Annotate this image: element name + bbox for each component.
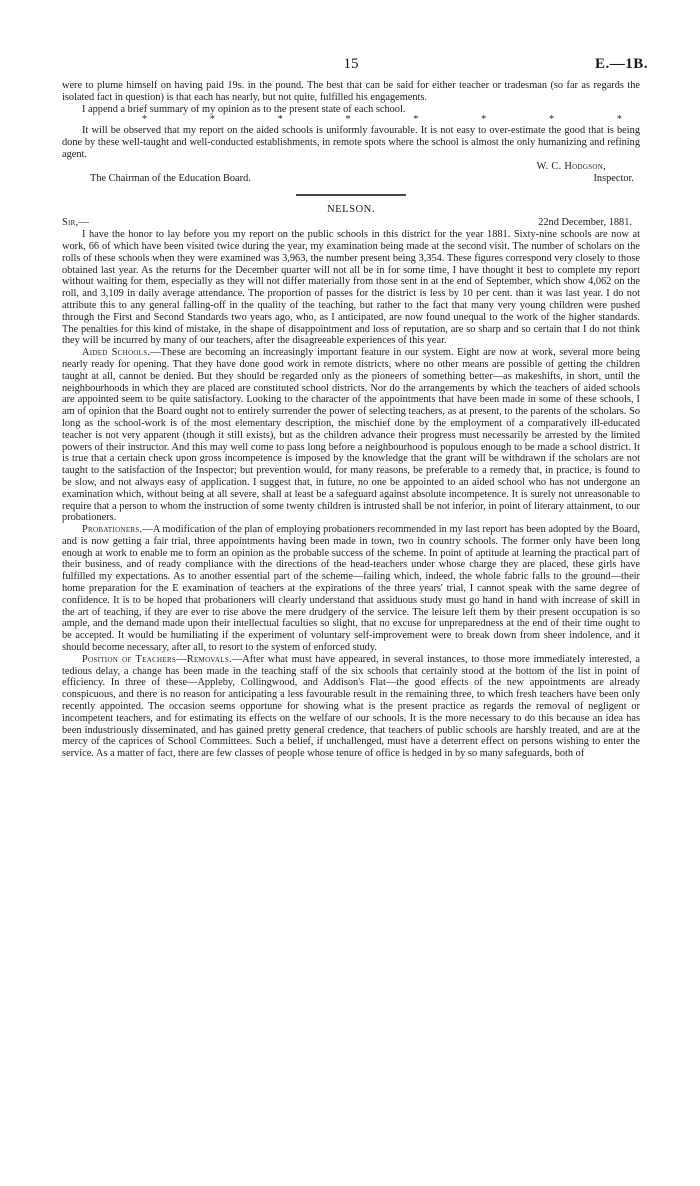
nelson-intro-paragraph: I have the honor to lay before you my report on the public schools in this district for the year 1881. Sixty-nine schools are now at work, 66 of which have been visited twice during the year, my examination being made at the second visit. The number of scholars on the rolls of these schools when they were examined was 3,963, the number present being 3,354. These figures correspond very closely to those obtained last year. As the returns for the December quarter will not all be in for some time, I have thought it best to complete my report without waiting for them, especially as they will not differ materially from those sent in at the end of September, which show 4,062 on the roll, and 3,109 in daily average attendance. The proportion of passes for the district is less by 10 per cent. than it was last year. I do not attribute this to any general falling-off in the quality of the teaching, but rather to the fact that many very young children were pushed through the First and Second Standards two years ago, who, as I anticipated, are now found unequal to the work of the higher standards. The penalties for this kind of mistake, in the shape of disappointment and loss of reputation, are so sharp and so certain that I do not think they will be incurred by many of our teachers, after the disagreeable experiences of this year. — [62, 229, 640, 347]
signatory-title: Inspector. — [593, 172, 634, 184]
section-divider — [296, 194, 406, 196]
probationers-paragraph — [62, 524, 640, 654]
asterisk: * — [481, 114, 487, 126]
paragraph-text: —After what must have appeared, in several instances, to those more immediately interested, a tedious delay, a change has been made in the teaching staff of the six schools that certainly stood at the bottom of the list in point of efficiency. In three of these—Appleby, Collingwood, and Addison's Flat—the good effects of the new appointments are already conspicuous, and there is no reason for anticipating a less favourable result in the remaining three, to which fresh teachers have been only recently appointed. The occasion seems opportune for showing what is the present practice as regards the removal of negligent or incompetent teachers, and for estimating its effects on the welfare of our schools. It is the more necessary to do this because an idea has been industriously disseminated, and has gained pretty general credence, that teachers of public schools are harshly treated, and are at the mercy of the caprices of School Committees. Such a belief, if unchallenged, must have a deterrent effect on persons wishing to enter the service. As a matter of fact, there are few classes of people whose tenure of office is hedged in by so many safeguards, both of — [62, 653, 640, 760]
aided-schools-paragraph — [62, 347, 640, 524]
asterisk: * — [209, 114, 215, 126]
paragraph-heading: Aided Schools. — [82, 347, 151, 359]
position-of-teachers-paragraph — [62, 654, 640, 760]
paragraph-heading: Position of Teachers—Removals. — [82, 653, 232, 665]
salutation: Sir,— — [62, 217, 90, 229]
continuation-paragraph: were to plume himself on having paid 19s. in the pound. The best that can be said for either teacher or tradesman (so far as regards the isolated fact in question) is that each has nearly, but not quite, fulfilled his engagements. — [62, 80, 640, 103]
signature-row — [62, 173, 640, 185]
page-number: 15 — [343, 56, 359, 72]
paragraph-heading: Probationers. — [82, 524, 143, 536]
summary-intro: I append a brief summary of my opinion as to the present state of each school. — [82, 103, 406, 115]
closing-paragraph: It will be observed that my report on the aided schools is uniformly favourable. It is not easy to over-estimate the good that is being done by these well-taught and well-conducted establishments, in remote spots where the school is almost the only humanizing and refining agent. — [62, 125, 640, 160]
asterisk: * — [616, 114, 622, 126]
salutation-row — [62, 217, 640, 229]
asterisk: * — [549, 114, 555, 126]
asterisk: * — [413, 114, 419, 126]
paragraph-text: —A modification of the plan of employing probationers recommended in my last report has been adopted by the Board, and is now getting a fair trial, three appointments having been made in town, two in country schools. The former only have been long enough at work to enable me to form an opinion as the probable success of the scheme. In point of aptitude at learning the practical part of their business, and of ready compliance with the directions of the head-teachers under whose charge they are placed, these girls have fulfilled my expectations. As to another essential part of the scheme—failing which, indeed, the whole fabric falls to the ground—their home preparation for the E examination of teachers at the expirations of the three years' trial, I cannot speak with the same degree of confidence. It is to be hoped that probationers will clearly understand that assiduous study must go hand in hand with increase of skill in the art of teaching, if they are ever to rise above the mere drudgery of the service. The leisure left them by their present occupation is so ample, and the demand made upon their intellectual faculties so slight, that no excuse for unpreparedness at the end of their time ought to be accepted. It would be humiliating if the experiment of voluntary self-improvement were to break down from sheer indolence, and it should become necessary, after all, to resort to the system of enforced study. — [62, 524, 640, 654]
asterisk: * — [345, 114, 351, 126]
letter-date: 22nd December, 1881. — [538, 217, 632, 229]
asterisk: * — [277, 114, 283, 126]
asterisk: * — [142, 114, 147, 126]
page-header — [62, 56, 648, 80]
asterisk-separator — [62, 115, 640, 125]
section-title-nelson: NELSON. — [327, 204, 375, 216]
paragraph-text: —These are becoming an increasingly important feature in our system. Eight are now at work, several more being nearly ready for opening. That they have done good work in remote districts, where no other means are possible of getting the children taught at all, cannot be denied. But they should be regarded only as the pioneers of something better—as makeshifts, in short, until the neighbourhoods in which they are placed are constituted school districts. Nor do the arrangements by which the teachers of aided schools are appointed seem to be quite satisfactory. Looking to the character of the appointments that have been made in some of these schools, I am of opinion that the Board ought not to entirely surrender the power of selecting teachers, as at present, to the parents of the scholars. So long as the school-work is of the most elementary description, the mischief done by the employment of a comparatively ill-educated teacher is not very apparent (though it still exists), but as the children advance their progress must necessarily be arrested by the limited powers of their instructor. And this may well come to pass long before a neighbourhood is populous enough to be made a school district. It is true that a certain check upon gross incompetence is imposed by the knowledge that the grant will be withdrawn if the scholars are not taught to the satisfaction of the Inspector; but prevention would, for many reasons, be preferable to a remedy that, in practice, is found to be slow, and not always easy of application. I suggest that, in future, no one be appointed to an aided school who has not undergone an examination which, without being at all severe, shall at least be a safeguard against absolute incompetence. It is surely not unreasonable to require that a person to whom the instruction of some twenty children is intrusted shall be not inferior, in point of literary attainment, to our probationers. — [62, 347, 640, 524]
addressee: The Chairman of the Education Board. — [90, 172, 251, 184]
signature-name: W. C. Hodgson, — [536, 160, 606, 172]
document-reference: E.—1B. — [594, 56, 648, 72]
document-page — [62, 56, 648, 760]
